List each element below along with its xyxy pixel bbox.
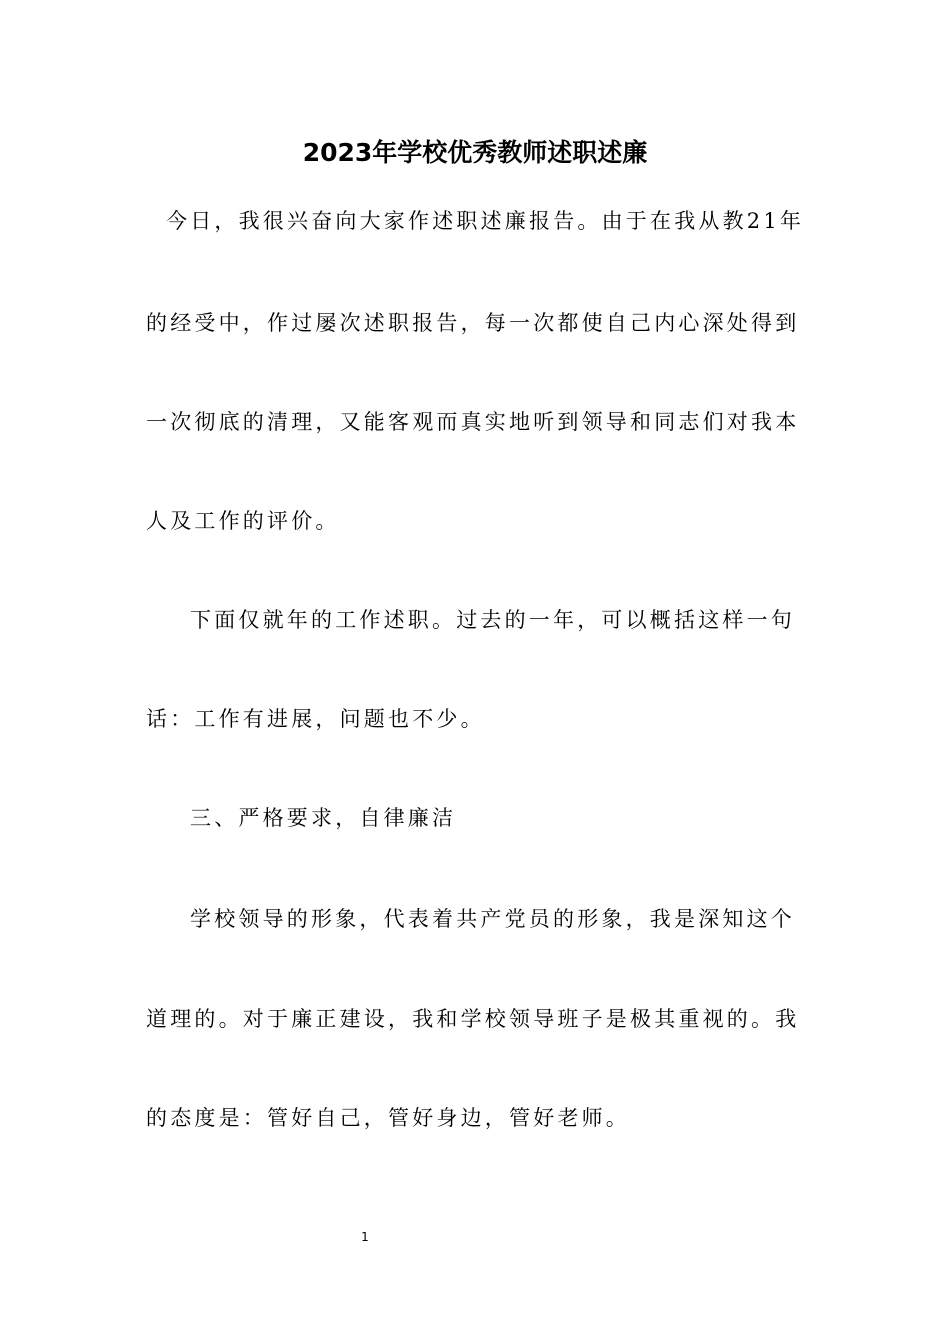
paragraph-2-line-1: 下面仅就年的工作述职。过去的一年，可以概括这样一句 xyxy=(190,608,795,632)
document-title: 2023年学校优秀教师述职述廉 xyxy=(302,138,648,167)
paragraph-3-line-2: 道理的。对于廉正建设，我和学校领导班子是极其重视的。我 xyxy=(146,1007,800,1031)
paragraph-1-line-2: 的经受中，作过屡次述职报告，每一次都使自己内心深处得到 xyxy=(146,311,800,335)
section-heading: 三、严格要求，自律廉洁 xyxy=(190,806,457,830)
paragraph-3-line-1: 学校领导的形象，代表着共产党员的形象，我是深知这个 xyxy=(190,907,795,931)
page-number: 1 xyxy=(361,1230,369,1244)
paragraph-1-line-3: 一次彻底的清理，又能客观而真实地听到领导和同志们对我本 xyxy=(146,410,800,434)
paragraph-3-line-3: 的态度是：管好自己，管好身边，管好老师。 xyxy=(146,1106,630,1130)
paragraph-1-line-1: 今日，我很兴奋向大家作述职述廉报告。由于在我从教21年 xyxy=(166,209,805,233)
paragraph-2-line-2: 话：工作有进展，问题也不少。 xyxy=(146,707,485,731)
paragraph-1-line-4: 人及工作的评价。 xyxy=(146,509,340,533)
